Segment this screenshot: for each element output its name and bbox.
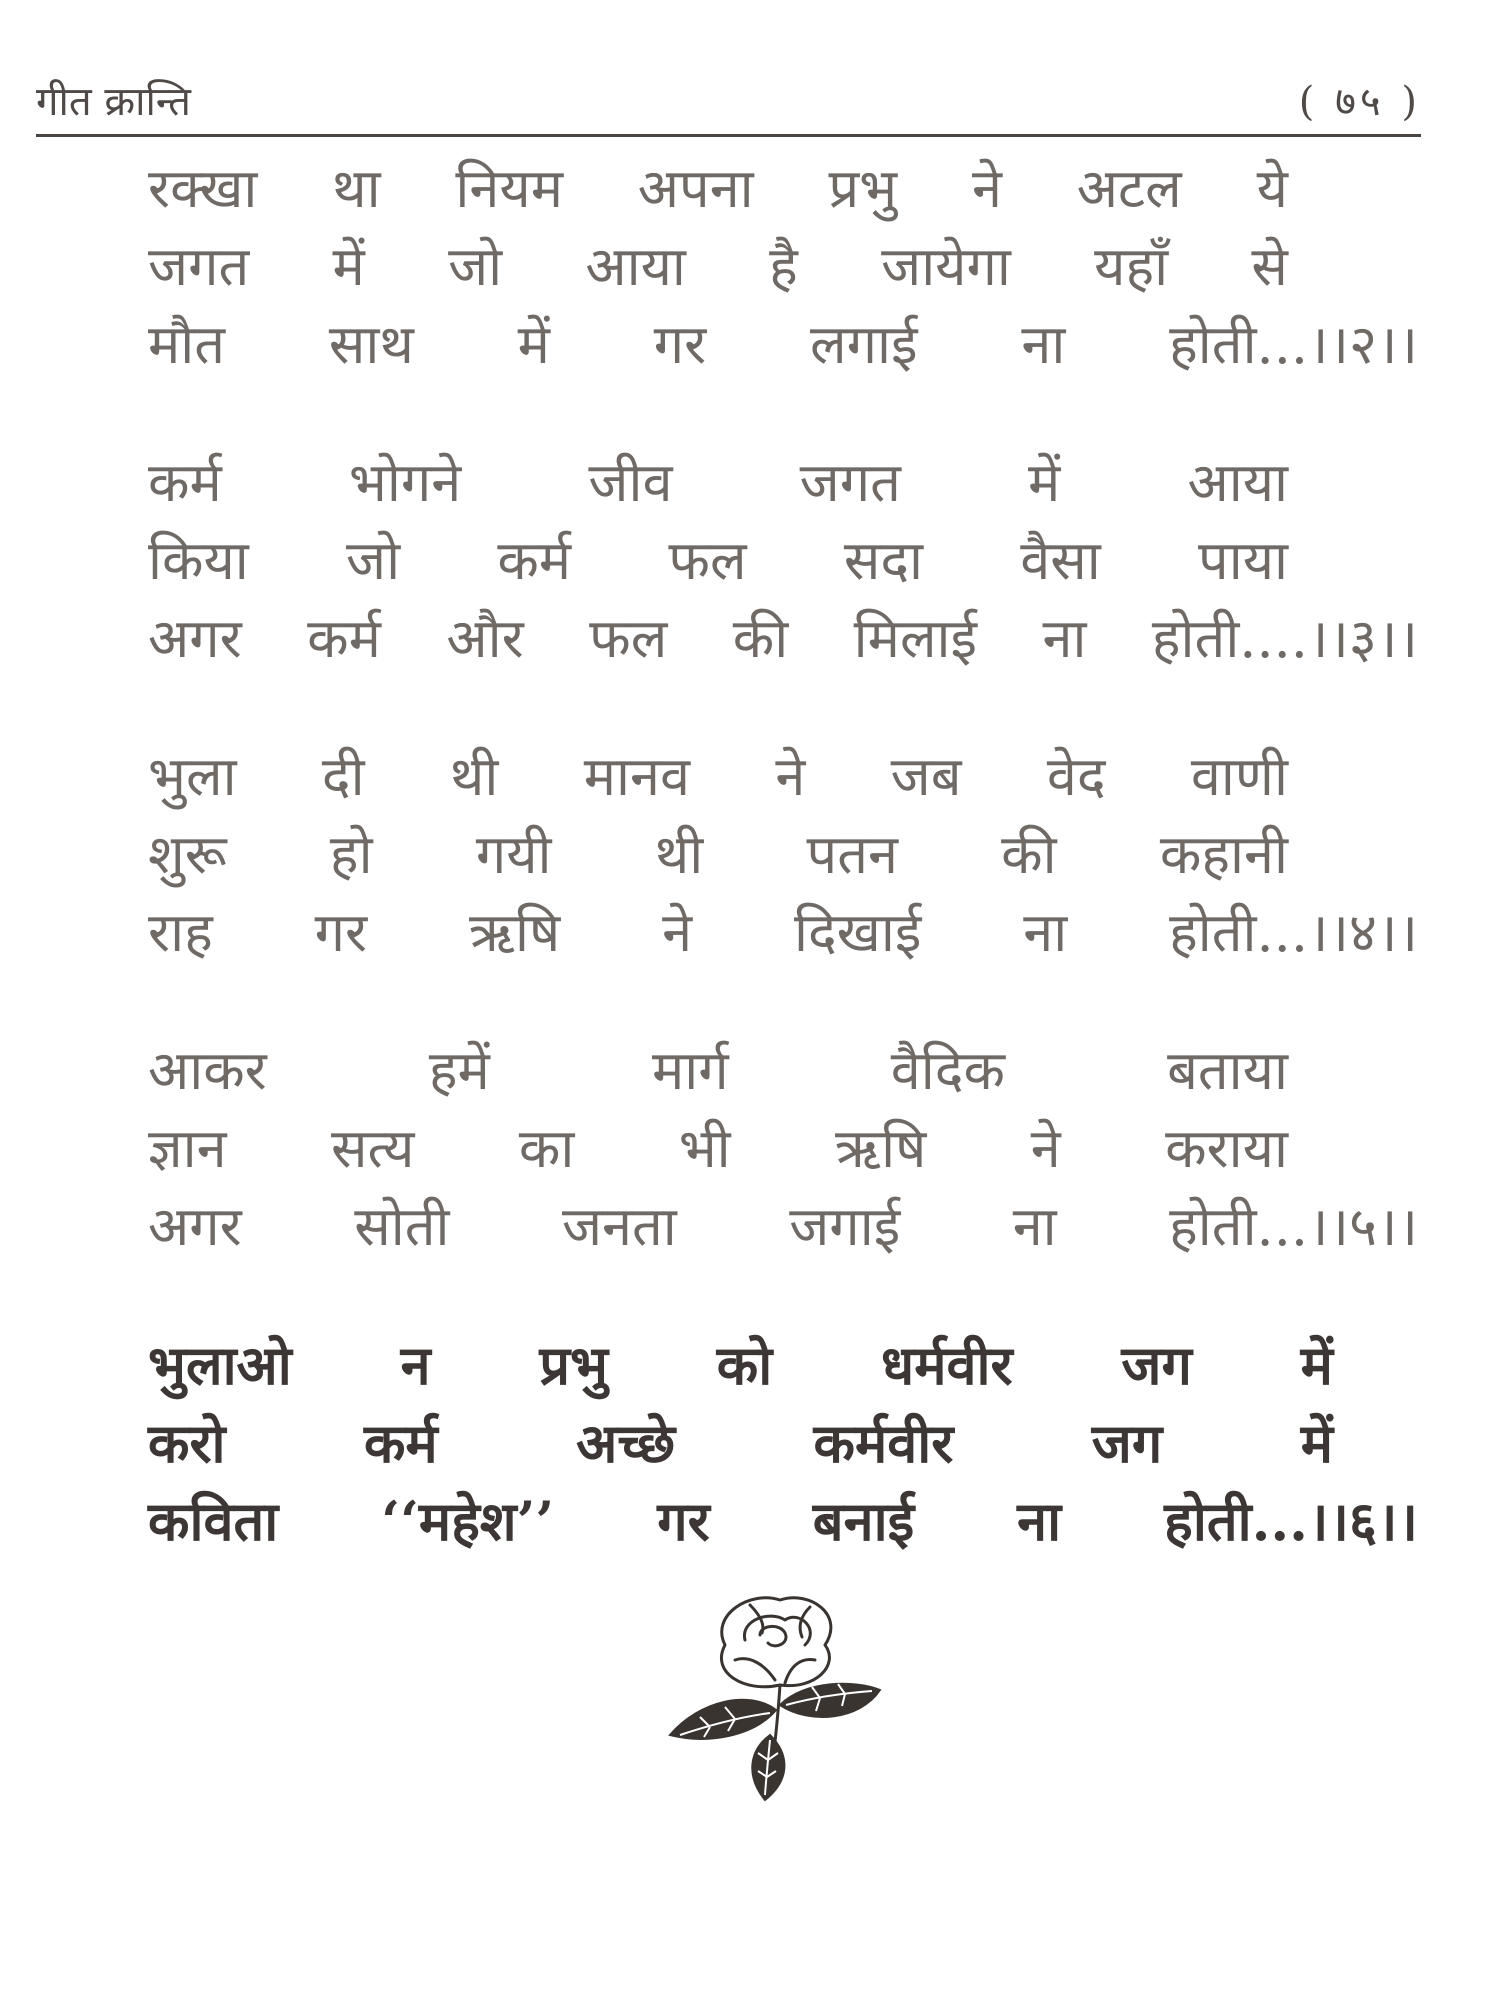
poem-word: में	[1028, 451, 1061, 514]
poem-word: का	[518, 1117, 575, 1180]
poem-word: ऋषि	[835, 1117, 927, 1180]
poem-word: सदा	[843, 529, 924, 592]
poem-word: ना	[1042, 607, 1087, 670]
poem-word: प्रभु	[828, 157, 898, 220]
poem-word: भुलाओ	[148, 1333, 292, 1397]
rose-icon	[640, 1585, 900, 1805]
poem-word: ऋषि	[469, 901, 561, 964]
poem-word: ने	[971, 157, 1002, 220]
stanza	[148, 738, 1418, 972]
poem-word: होती...।।२।।	[1169, 313, 1418, 376]
poem-word: कर्मवीर	[813, 1411, 954, 1475]
poem-word: अपना	[637, 157, 754, 220]
poem-line	[148, 600, 1418, 678]
poem-word: गर	[653, 313, 707, 376]
poem-line	[148, 1404, 1333, 1482]
poem-word: धर्मवीर	[881, 1333, 1013, 1397]
poem-line	[148, 306, 1418, 384]
poem-word: मिलाई	[853, 607, 978, 670]
poem-line	[148, 1482, 1418, 1560]
poem-word: में	[517, 313, 550, 376]
poem-word: ना	[1023, 901, 1068, 964]
page-number: ( ७५ )	[1298, 79, 1421, 125]
poem-word: जीव	[588, 451, 673, 514]
poem-word: अगर	[148, 1195, 242, 1258]
poem-word: आकर	[148, 1039, 267, 1102]
stanza	[148, 150, 1418, 384]
poem-body	[148, 150, 1418, 1620]
poem-line	[148, 150, 1288, 228]
poem-word: जग	[1121, 1333, 1192, 1397]
poem-word: कराया	[1165, 1117, 1288, 1180]
stanza	[148, 1326, 1418, 1560]
poem-word: वाणी	[1190, 745, 1288, 808]
poem-word: आया	[585, 235, 686, 298]
poem-word: आया	[1187, 451, 1288, 514]
poem-word: वैदिक	[890, 1039, 1005, 1102]
poem-word: भोगने	[348, 451, 462, 514]
poem-word: वैसा	[1020, 529, 1101, 592]
poem-word: बनाई	[812, 1489, 915, 1553]
poem-word: जो	[346, 529, 401, 592]
poem-word: कविता	[148, 1489, 279, 1553]
poem-word: गर	[314, 901, 368, 964]
poem-word: भुला	[148, 745, 237, 808]
poem-word: रक्खा	[148, 157, 258, 220]
poem-word: जगत	[799, 451, 901, 514]
poem-word: जगत	[148, 235, 250, 298]
poem-word: नियम	[455, 157, 563, 220]
poem-word: हो	[329, 823, 373, 886]
poem-word: कर्म	[148, 451, 222, 514]
poem-word: गर	[657, 1489, 710, 1553]
poem-word: होती....।।३।।	[1151, 607, 1418, 670]
poem-word: जगाई	[789, 1195, 901, 1258]
poem-word: अटल	[1076, 157, 1182, 220]
poem-word: थी	[654, 823, 704, 886]
poem-word: होती...।।६।।	[1164, 1489, 1418, 1553]
poem-word: अगर	[148, 607, 242, 670]
poem-word: अच्छे	[576, 1411, 676, 1475]
poem-word: ना	[1012, 1195, 1057, 1258]
poem-word: जनता	[561, 1195, 677, 1258]
poem-word: मौत	[148, 313, 226, 376]
poem-word: मार्ग	[651, 1039, 729, 1102]
poem-word: ये	[1256, 157, 1288, 220]
poem-word: पाया	[1198, 529, 1288, 592]
poem-word: वेद	[1046, 745, 1106, 808]
page-header	[36, 72, 1421, 132]
poem-line	[148, 444, 1288, 522]
poem-word: प्रभु	[539, 1333, 609, 1397]
poem-word: और	[446, 607, 524, 670]
poem-word: ज्ञान	[148, 1117, 227, 1180]
poem-word: जायेगा	[881, 235, 1011, 298]
poem-word: ने	[775, 745, 806, 808]
poem-word: में	[332, 235, 365, 298]
poem-word: राह	[148, 901, 213, 964]
poem-word: दिखाई	[794, 901, 922, 964]
poem-word: ना	[1021, 313, 1066, 376]
poem-word: बताया	[1167, 1039, 1288, 1102]
poem-line	[148, 738, 1288, 816]
poem-word: की	[732, 607, 789, 670]
poem-word: यहाँ	[1094, 235, 1169, 298]
poem-word: पतन	[806, 823, 898, 886]
poem-word: को	[716, 1333, 773, 1397]
poem-word: कर्म	[497, 529, 572, 592]
poem-word: ने	[1030, 1117, 1061, 1180]
poem-line	[148, 1110, 1288, 1188]
poem-word: थी	[449, 745, 499, 808]
poem-word: करो	[148, 1411, 226, 1475]
poem-word: मानव	[583, 745, 690, 808]
poem-word: भी	[678, 1117, 731, 1180]
poem-word: फल	[589, 607, 668, 670]
poem-word: फल	[668, 529, 747, 592]
poem-word: कर्म	[307, 607, 381, 670]
poem-word: गयी	[475, 823, 552, 886]
poem-line	[148, 816, 1288, 894]
poem-line	[148, 1326, 1333, 1404]
poem-line	[148, 1032, 1288, 1110]
poem-word: कहानी	[1159, 823, 1288, 886]
poem-word: हमें	[428, 1039, 490, 1102]
poem-word: ने	[662, 901, 693, 964]
poem-word: ‘‘महेश’’	[381, 1489, 555, 1553]
stanza	[148, 444, 1418, 678]
poem-word: न	[400, 1333, 431, 1397]
poem-word: में	[1300, 1411, 1333, 1475]
poem-line	[148, 894, 1418, 972]
poem-word: जब	[890, 745, 962, 808]
poem-line	[148, 228, 1288, 306]
poem-word: जो	[448, 235, 503, 298]
poem-word: शुरू	[148, 823, 227, 886]
poem-word: साथ	[328, 313, 414, 376]
poem-line	[148, 1188, 1418, 1266]
poem-line	[148, 522, 1288, 600]
poem-word: किया	[148, 529, 249, 592]
poem-word: में	[1300, 1333, 1333, 1397]
poem-word: ना	[1017, 1489, 1062, 1553]
poem-word: है	[769, 235, 798, 298]
poem-word: जग	[1091, 1411, 1163, 1475]
stanza	[148, 1032, 1418, 1266]
running-title: गीत क्रान्ति	[36, 79, 191, 125]
poem-word: दी	[321, 745, 365, 808]
poem-word: लगाई	[810, 313, 918, 376]
poem-word: था	[332, 157, 381, 220]
header-rule	[36, 134, 1421, 137]
poem-word: होती...।।४।।	[1169, 901, 1418, 964]
poem-word: कर्म	[363, 1411, 438, 1475]
poem-word: होती...।।५।।	[1169, 1195, 1418, 1258]
poem-word: से	[1251, 235, 1288, 298]
poem-word: की	[1001, 823, 1057, 886]
poem-word: सत्य	[330, 1117, 415, 1180]
poem-word: सोती	[354, 1195, 450, 1258]
